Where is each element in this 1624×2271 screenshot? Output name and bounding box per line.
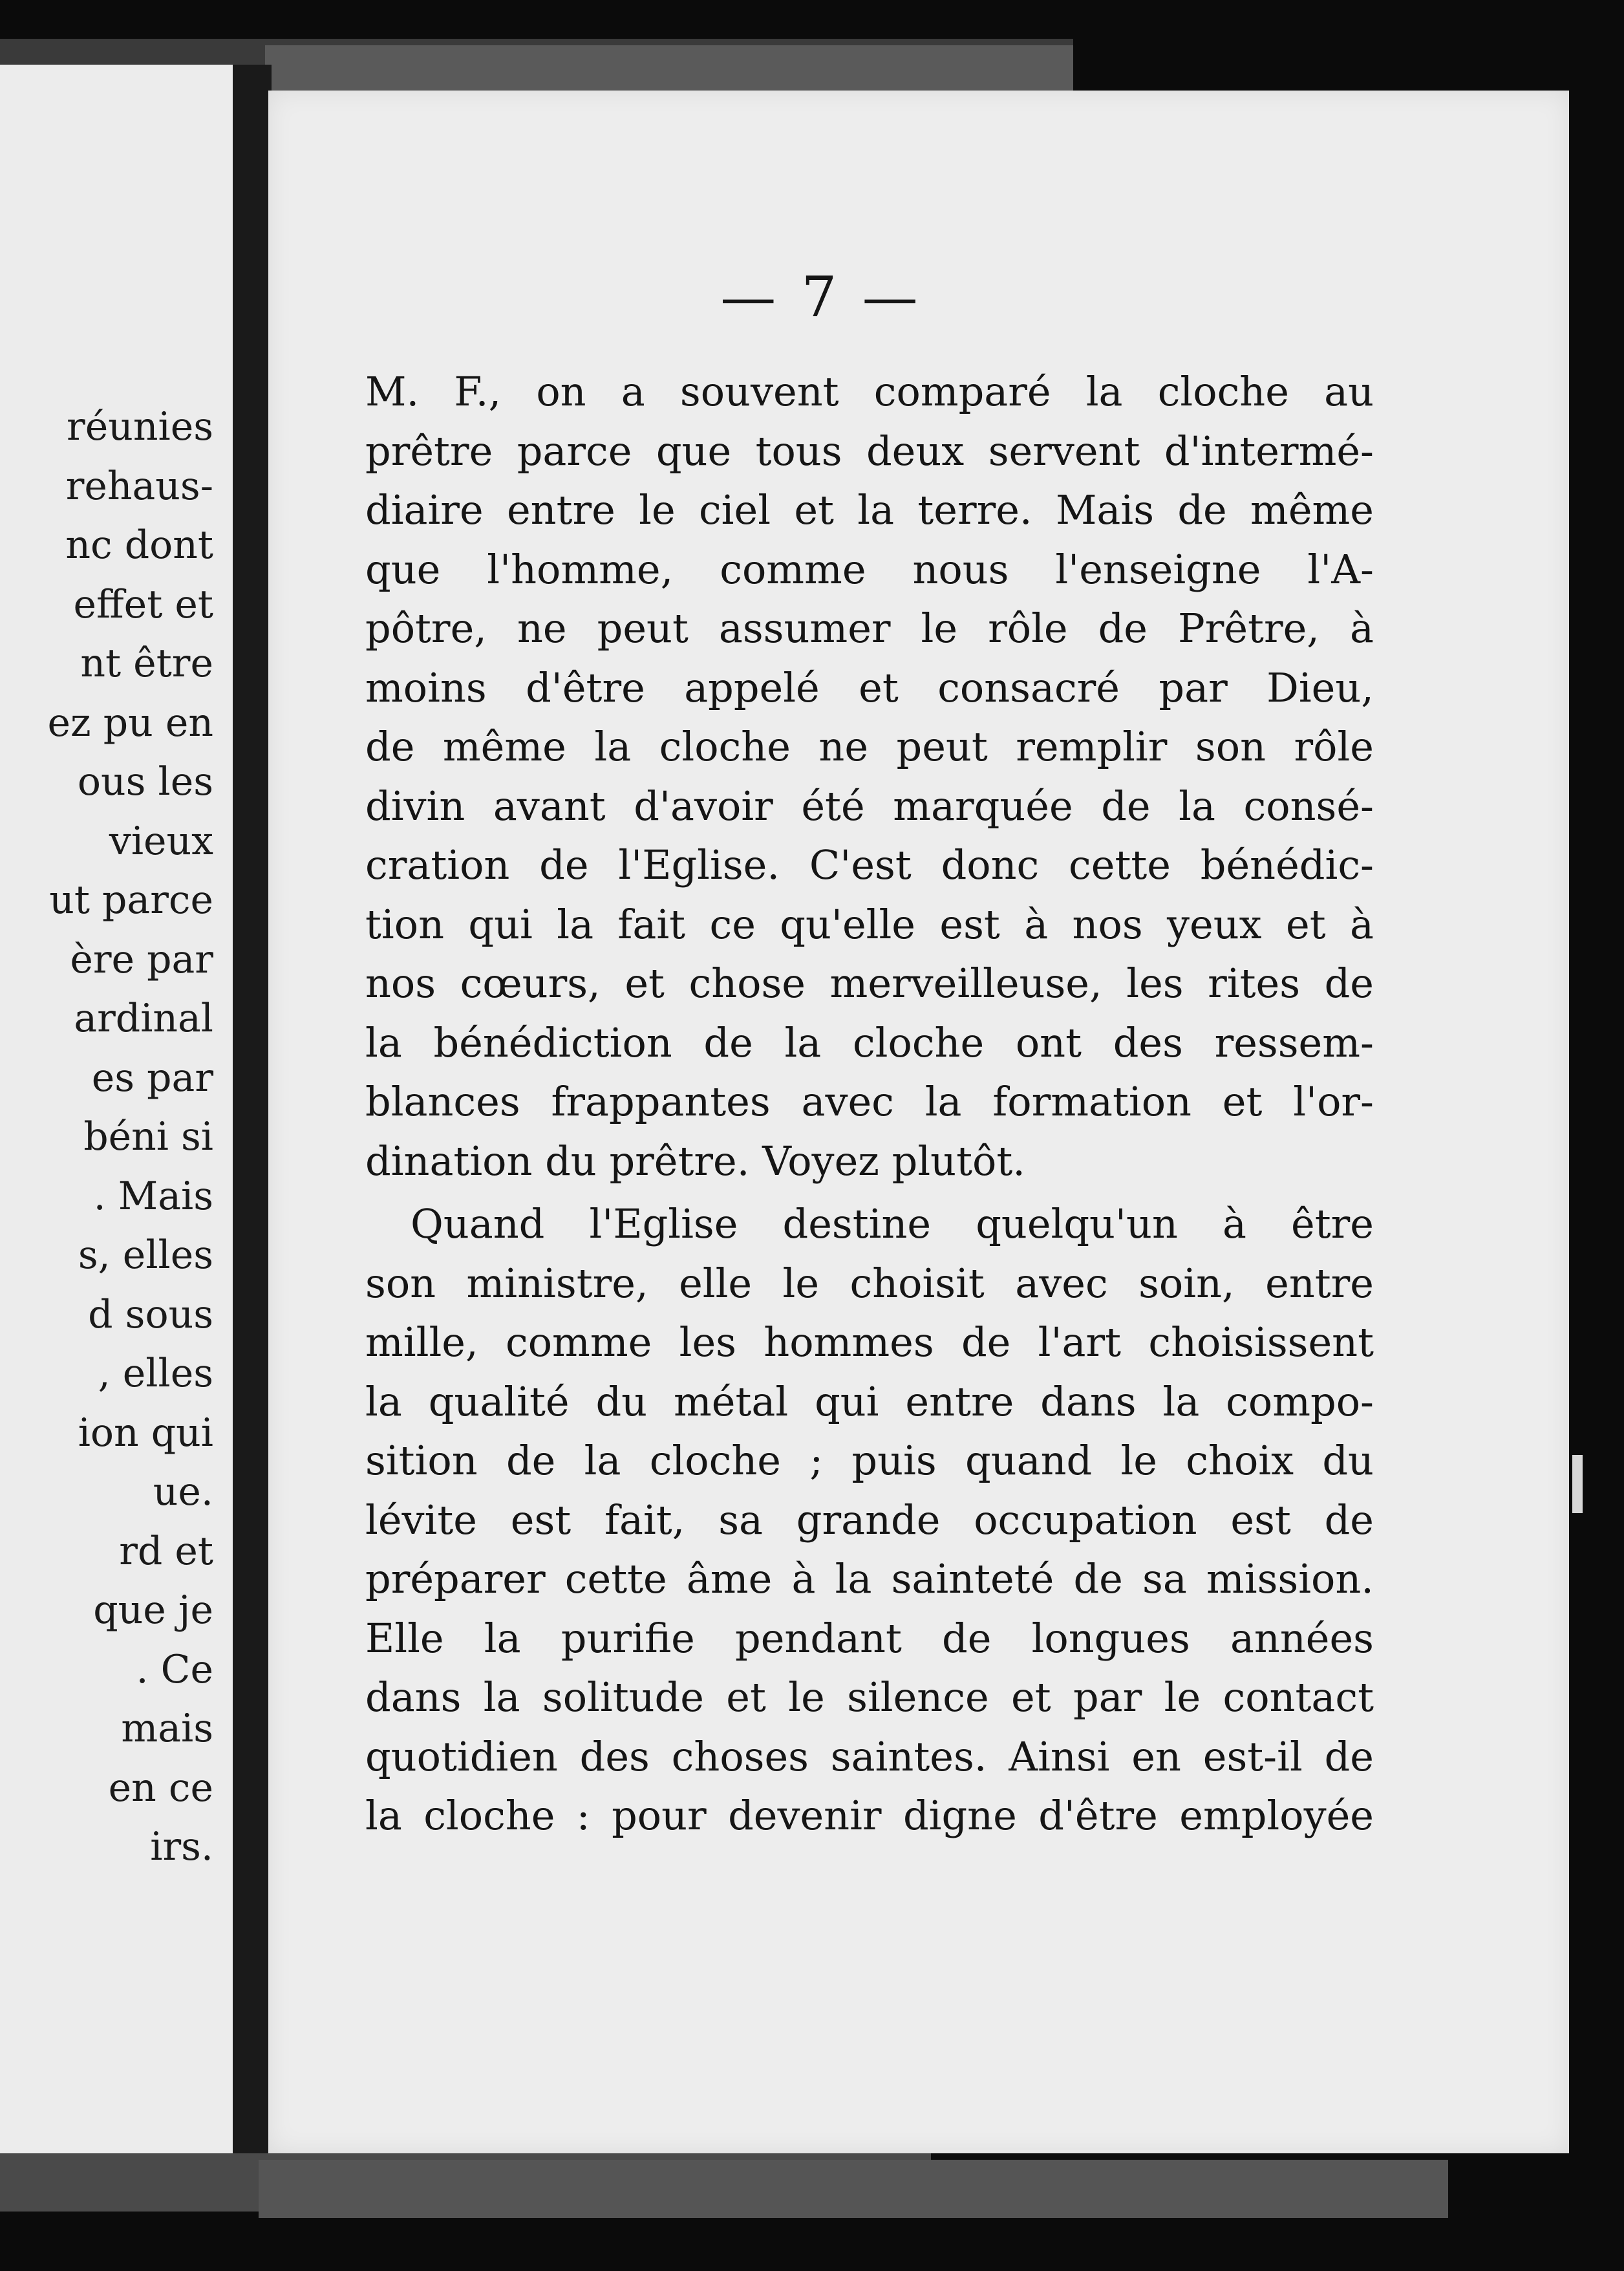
previous-page-line: ez pu en (47, 700, 213, 746)
page-number: — 7 — (720, 265, 922, 330)
text-line: Quand l'Eglise destine quelqu'un à être (411, 1200, 1374, 1247)
previous-page-line: en ce (108, 1765, 213, 1811)
previous-page-line: nc dont (65, 522, 213, 568)
text-line: que l'homme, comme nous l'enseigne l'A- (365, 545, 1374, 593)
previous-page-line: réunies (67, 404, 213, 449)
text-line: tion qui la fait ce qu'elle est à nos yeux et à (365, 900, 1374, 948)
previous-page-line: rd et (119, 1528, 213, 1574)
text-line: prêtre parce que tous deux servent d'intermé- (365, 427, 1374, 475)
text-line: préparer cette âme à la sainteté de sa mission. (365, 1555, 1374, 1602)
page-gutter (233, 65, 272, 2153)
text-line: cration de l'Eglise. C'est donc cette bénédic- (365, 841, 1374, 888)
text-line: son ministre, elle le choisit avec soin, entre (365, 1259, 1374, 1307)
previous-page-line: ous les (77, 759, 213, 804)
text-line: divin avant d'avoir été marquée de la consé- (365, 782, 1374, 830)
text-line: diaire entre le ciel et la terre. Mais de même (365, 486, 1374, 533)
page-edge-mark (1572, 1455, 1583, 1513)
previous-page-line: rehaus- (65, 463, 213, 509)
previous-page-line: ue. (153, 1469, 213, 1514)
text-line: nos cœurs, et chose merveilleuse, les rites de (365, 960, 1374, 1007)
previous-page-line: d sous (88, 1291, 213, 1337)
text-line: sition de la cloche ; puis quand le choix du (365, 1437, 1374, 1484)
text-line: dination du prêtre. Voyez plutôt. (365, 1137, 1025, 1185)
film-strip-bottom-inner (259, 2160, 1448, 2218)
text-line: de même la cloche ne peut remplir son rôle (365, 723, 1374, 770)
previous-page (0, 65, 233, 2153)
previous-page-line: béni si (83, 1114, 213, 1159)
previous-page-line: ut parce (49, 877, 213, 923)
text-line: quotidien des choses saintes. Ainsi en est-il de (365, 1732, 1374, 1780)
previous-page-line: irs. (150, 1824, 213, 1869)
previous-page-line: . Ce (136, 1646, 213, 1692)
text-line: la bénédiction de la cloche ont des ressem- (365, 1018, 1374, 1066)
previous-page-line: effet et (73, 581, 213, 627)
text-line: Elle la purifie pendant de longues années (365, 1614, 1374, 1662)
text-line: la qualité du métal qui entre dans la compo- (365, 1377, 1374, 1425)
text-line: moins d'être appelé et consacré par Dieu, (365, 663, 1374, 711)
previous-page-line: s, elles (78, 1232, 213, 1278)
text-line: M. F., on a souvent comparé la cloche au (365, 368, 1374, 415)
previous-page-line: es par (91, 1055, 213, 1101)
previous-page-line: ion qui (78, 1410, 213, 1456)
previous-page-line: ère par (70, 936, 213, 982)
paragraph (365, 362, 1374, 1190)
current-page (268, 91, 1569, 2153)
previous-page-line: que je (93, 1588, 213, 1633)
body-text (365, 362, 1374, 1846)
text-line: lévite est fait, sa grande occupation est de (365, 1496, 1374, 1544)
text-line: pôtre, ne peut assumer le rôle de Prêtre, à (365, 605, 1374, 652)
paragraph (365, 1194, 1374, 1846)
text-line: dans la solitude et le silence et par le contact (365, 1674, 1374, 1721)
previous-page-line: mais (121, 1706, 213, 1751)
previous-page-line: , elles (98, 1351, 213, 1396)
text-line: blances frappantes avec la formation et l'or- (365, 1078, 1374, 1125)
previous-page-line: nt être (80, 641, 213, 686)
film-strip-top-inner (265, 45, 1073, 91)
text-line: mille, comme les hommes de l'art choisissent (365, 1318, 1374, 1366)
previous-page-line: ardinal (74, 996, 213, 1041)
previous-page-line: . Mais (93, 1173, 213, 1219)
previous-page-line: vieux (109, 818, 213, 864)
text-line: la cloche : pour devenir digne d'être employée (365, 1792, 1374, 1839)
